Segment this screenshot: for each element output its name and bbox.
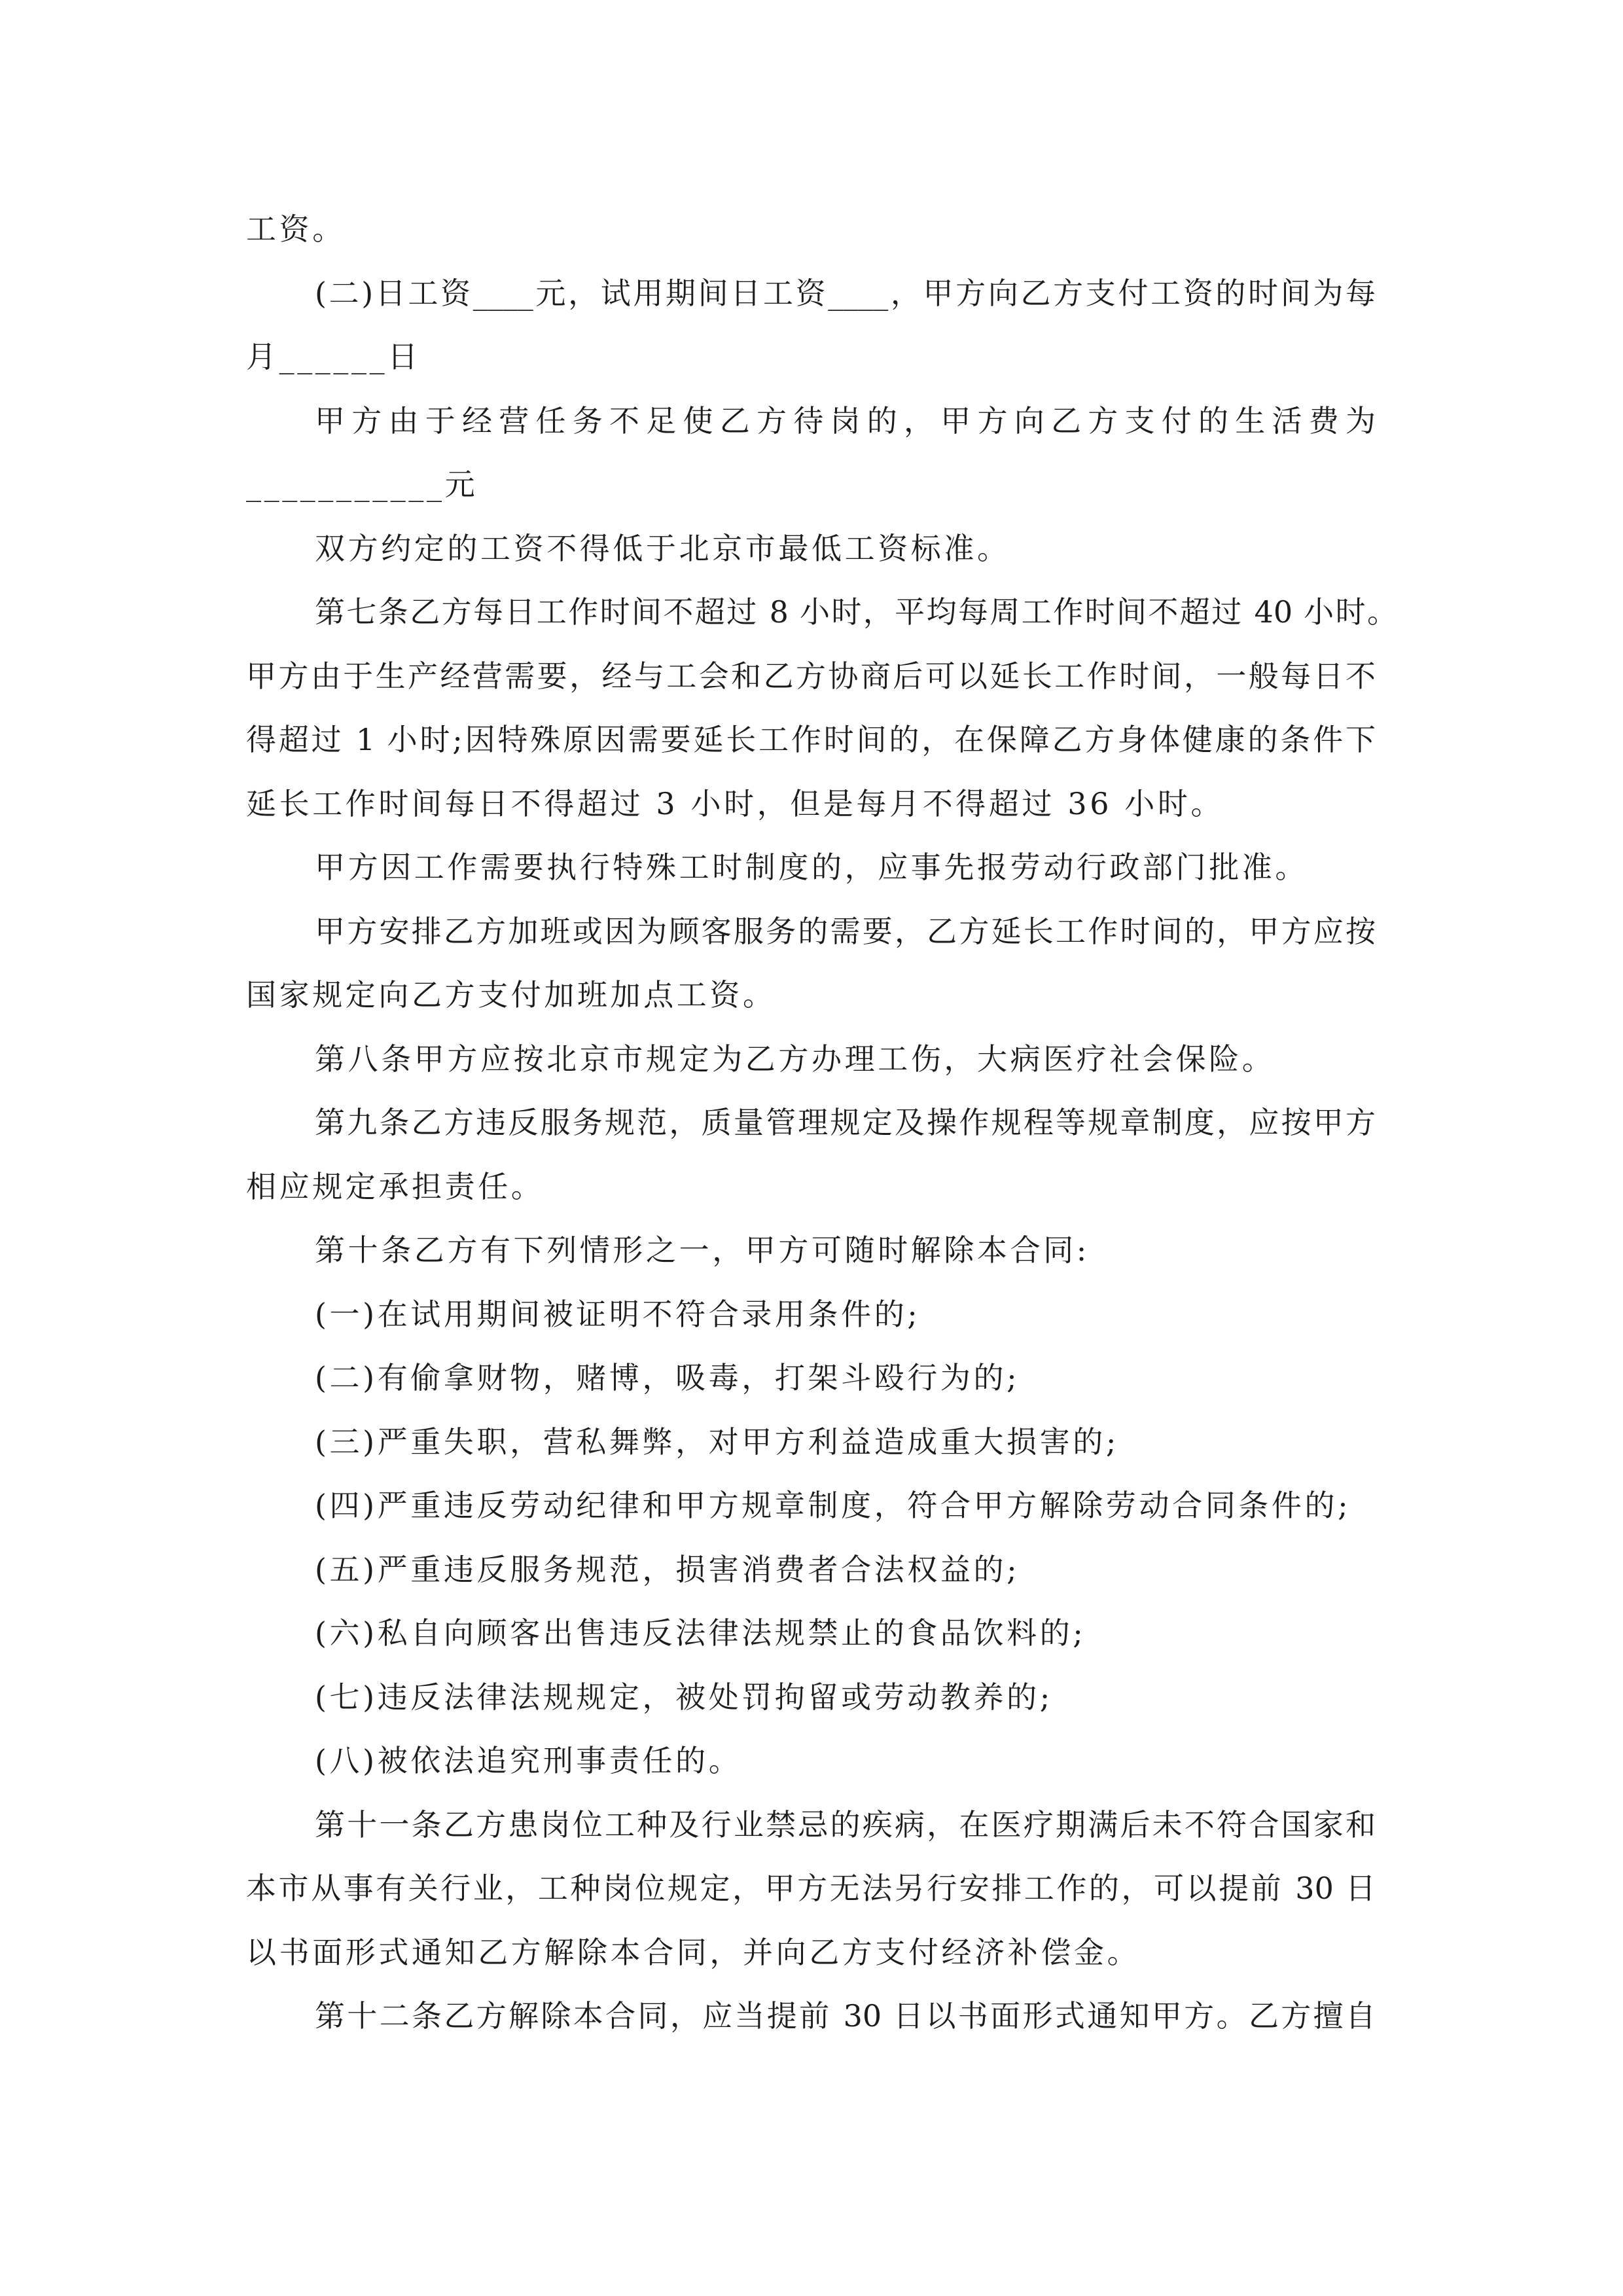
text-line: 本市从事有关行业，工种岗位规定，甲方无法另行安排工作的，可以提前 30 日 bbox=[246, 1871, 1376, 1906]
text-line: 相应规定承担责任。 bbox=[246, 1168, 544, 1204]
text-line: 第十一条乙方患岗位工种及行业禁忌的疾病，在医疗期满后未不符合国家和 bbox=[315, 1806, 1376, 1842]
text-line: 第七条乙方每日工作时间不超过 8 小时，平均每周工作时间不超过 40 小时。 bbox=[315, 594, 1397, 630]
termination-item-8 bbox=[246, 1729, 1376, 1793]
text-line: (七)违反法律法规规定，被处罚拘留或劳动教养的; bbox=[315, 1679, 1053, 1715]
termination-item-6 bbox=[246, 1602, 1376, 1666]
article-7-working-hours bbox=[246, 581, 1397, 836]
text-line: 甲方因工作需要执行特殊工时制度的，应事先报劳动行政部门批准。 bbox=[315, 850, 1308, 885]
text-line: 第八条甲方应按北京市规定为乙方办理工伤，大病医疗社会保险。 bbox=[315, 1041, 1275, 1077]
overtime-paragraph bbox=[246, 900, 1376, 1028]
minimum-wage-paragraph bbox=[246, 517, 1376, 581]
text-line: 第九条乙方违反服务规范，质量管理规定及操作规程等规章制度，应按甲方 bbox=[315, 1105, 1376, 1140]
article-9-liability bbox=[246, 1091, 1376, 1219]
termination-item-1 bbox=[246, 1283, 1376, 1347]
text-line: (二)有偷拿财物，赌博，吸毒，打架斗殴行为的; bbox=[315, 1360, 1020, 1395]
text-line: (三)严重失职，营私舞弊，对甲方利益造成重大损害的; bbox=[315, 1424, 1119, 1460]
text-line: 延长工作时间每日不得超过 3 小时，但是每月不得超过 36 小时。 bbox=[246, 785, 1224, 821]
text-line: 甲方由于经营任务不足使乙方待岗的，甲方向乙方支付的生活费为 bbox=[315, 403, 1376, 439]
text-line: 双方约定的工资不得低于北京市最低工资标准。 bbox=[315, 530, 1010, 566]
text-line: (六)私自向顾客出售违反法律法规禁止的食品饮料的; bbox=[315, 1615, 1086, 1651]
text-line: 国家规定向乙方支付加班加点工资。 bbox=[246, 977, 776, 1013]
text-line: ___________元 bbox=[246, 467, 478, 502]
text-line: (二)日工资____元，试用期间日工资____，甲方向乙方支付工资的时间为每 bbox=[315, 275, 1376, 311]
text-line: 第十条乙方有下列情形之一，甲方可随时解除本合同: bbox=[315, 1232, 1090, 1268]
text-line: (一)在试用期间被证明不符合录用条件的; bbox=[315, 1296, 921, 1332]
text-line: 工资。 bbox=[246, 211, 346, 247]
text-line: 得超过 1 小时;因特殊原因需要延长工作时间的，在保障乙方身体健康的条件下 bbox=[246, 722, 1376, 757]
article-8-insurance bbox=[246, 1028, 1376, 1092]
text-line: 以书面形式通知乙方解除本合同，并向乙方支付经济补偿金。 bbox=[246, 1934, 1141, 1970]
article-11-illness bbox=[246, 1793, 1376, 1985]
article-10-termination bbox=[246, 1219, 1376, 1283]
text-line: (四)严重违反劳动纪律和甲方规章制度，符合甲方解除劳动合同条件的; bbox=[315, 1488, 1351, 1523]
termination-item-2 bbox=[246, 1346, 1376, 1410]
special-hours-paragraph bbox=[246, 836, 1376, 900]
termination-item-7 bbox=[246, 1666, 1376, 1730]
text-line: 甲方由于生产经营需要，经与工会和乙方协商后可以延长工作时间，一般每日不 bbox=[246, 658, 1376, 694]
text-line: 月______日 bbox=[246, 339, 421, 374]
article-12-resignation bbox=[246, 1984, 1376, 2049]
daily-wage-paragraph bbox=[246, 262, 1376, 389]
wage-continuation-paragraph bbox=[246, 198, 1376, 262]
termination-item-5 bbox=[246, 1538, 1376, 1602]
text-line: (五)严重违反服务规范，损害消费者合法权益的; bbox=[315, 1551, 1020, 1587]
termination-item-3 bbox=[246, 1410, 1376, 1475]
text-line: 第十二条乙方解除本合同，应当提前 30 日以书面形式通知甲方。乙方擅自 bbox=[315, 1998, 1376, 2034]
text-line: 甲方安排乙方加班或因为顾客服务的需要，乙方延长工作时间的，甲方应按 bbox=[315, 913, 1376, 949]
termination-item-4 bbox=[246, 1474, 1376, 1538]
document-body bbox=[246, 198, 1397, 2049]
text-line: (八)被依法追究刑事责任的。 bbox=[315, 1743, 742, 1778]
standby-allowance-paragraph bbox=[246, 389, 1376, 517]
